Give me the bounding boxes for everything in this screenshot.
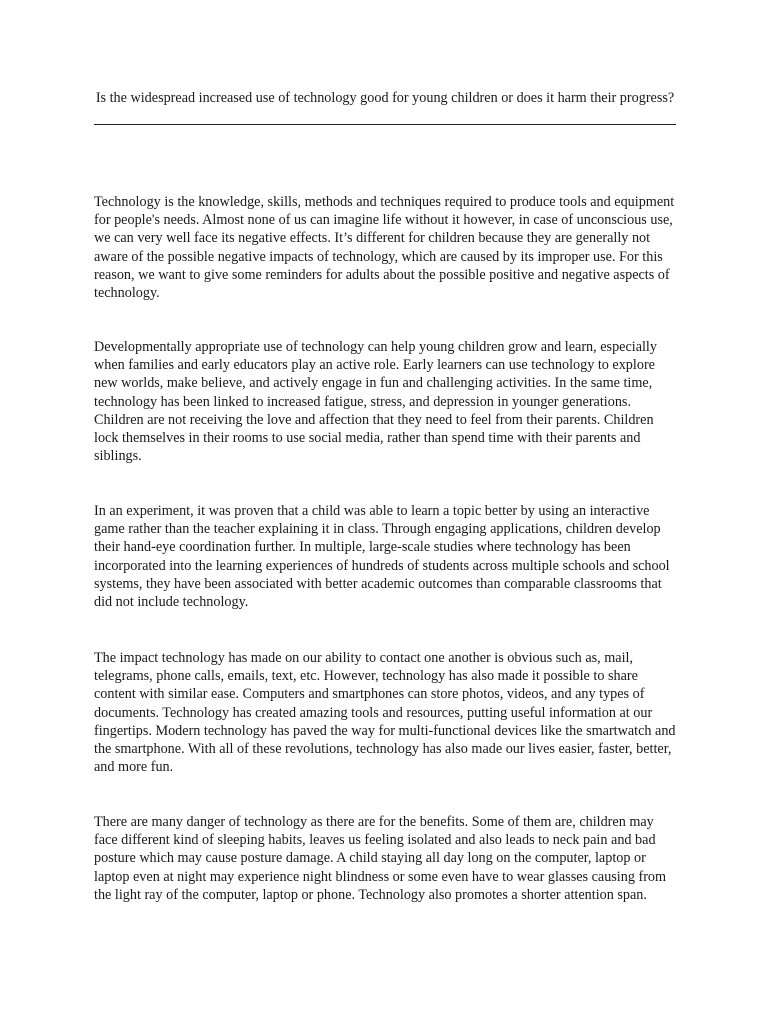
paragraph-communication: The impact technology has made on our ability to contact one another is obvious such as, mail, telegrams, phone calls, emails, text, etc. However, technology has also made it possible to share content with similar ease. Computers and smartphones can store photos, videos, and any types of documents. Technology has created amazing tools and resources, putting useful information at our fingertips. Modern technology has paved the way for multi-functional devices like the smartwatch and the smartphone. With all of these revolutions, technology has also made our lives easier, faster, better, and more fun.	[94, 650, 676, 776]
paragraph-definition: Technology is the knowledge, skills, methods and techniques required to produce tools and equipment for people's needs. Almost none of us can imagine life without it however, in case of unconscious use, we can very well face its negative effects. It’s different for children because they are generally not aware of the possible negative impacts of technology, which are caused by its improper use. For this reason, we want to give some reminders for adults about the possible positive and negative aspects of technology.	[94, 194, 675, 302]
paragraph-experiment: In an experiment, it was proven that a child was able to learn a topic better by using an interactive game rather than the teacher explaining it in class. Through engaging applications, children develop their hand-eye coordination further. In multiple, large-scale studies where technology has been incorporated into the learning experiences of hundreds of students across multiple schools and school systems, they have been associated with better academic outcomes than comparable classrooms that did not include technology.	[94, 503, 670, 611]
document-title: Is the widespread increased use of technology good for young children or does it harm their progress?	[95, 90, 675, 106]
paragraph-development: Developmentally appropriate use of technology can help young children grow and learn, especially when families and early educators play an active role. Early learners can use technology to explore new worlds, make believe, and actively engage in fun and challenging activities. In the same time, technology has been linked to increased fatigue, stress, and depression in younger generations. Children are not receiving the love and affection that they need to feel from their parents. Children lock themselves in their rooms to use social media, rather than spend time with their parents and siblings.	[94, 339, 657, 465]
paragraph-dangers: There are many danger of technology as there are for the benefits. Some of them are, children may face different kind of sleeping habits, leaves us feeling isolated and also leads to neck pain and bad posture which may cause posture damage. A child staying all day long on the computer, laptop or laptop even at night may experience night blindness or some even have to wear glasses causing from the light ray of the computer, laptop or phone. Technology also promotes a shorter attention span.	[94, 814, 667, 903]
title-underline	[94, 124, 676, 125]
